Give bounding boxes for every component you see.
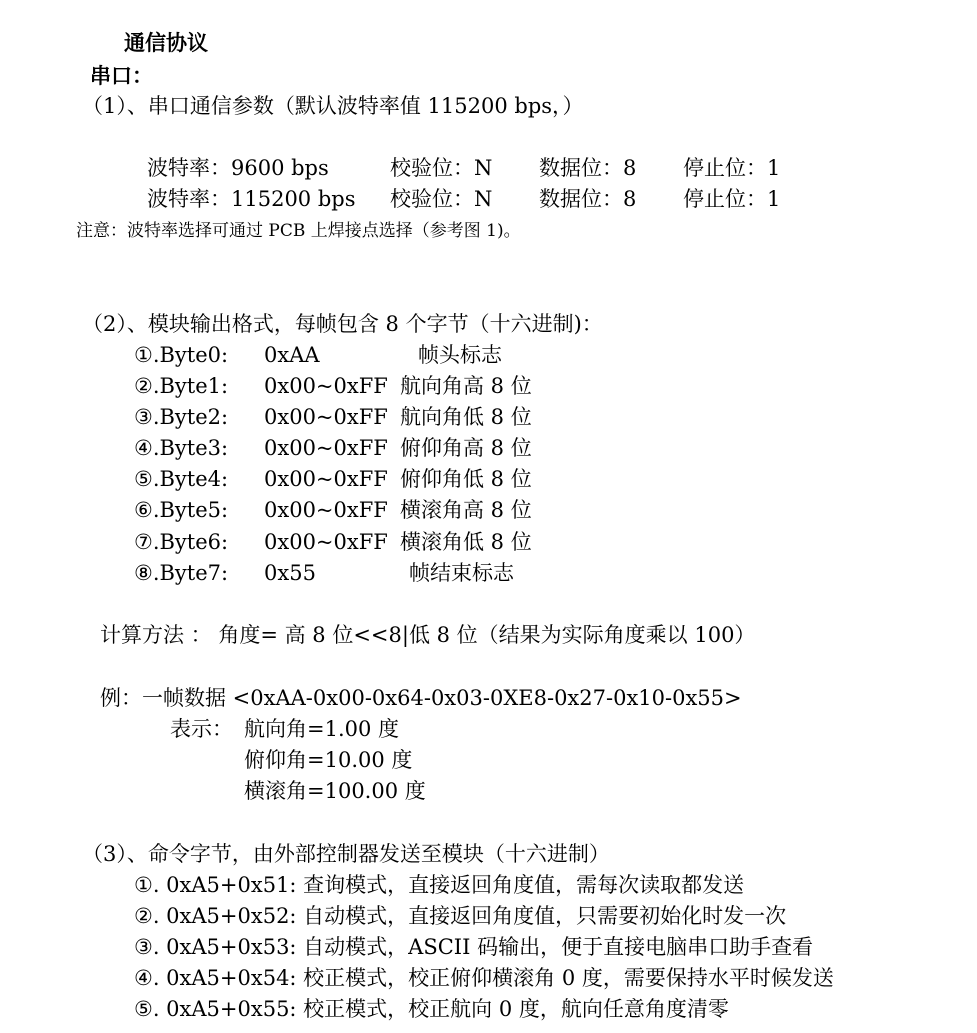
byte-value: 0x00~0xFF — [264, 405, 388, 429]
document-title: 通信协议 — [124, 31, 208, 55]
data-bits-2: 数据位：8 — [539, 187, 637, 211]
section1-heading: （1）、串口通信参数（默认波特率值 115200 bps，） — [82, 94, 584, 118]
byte-name: ②.Byte1: — [134, 374, 229, 398]
example-heading-result: 航向角=1.00 度 — [244, 717, 400, 741]
calc-method: 计算方法 ： 角度= 高 8 位<<8|低 8 位（结果为实际角度乘以 100） — [100, 623, 756, 647]
section3-heading: （3）、命令字节，由外部控制器发送至模块（十六进制） — [82, 842, 610, 866]
byte-desc: 帧头标志 — [418, 343, 502, 367]
command-item: ①. 0xA5+0x51: 查询模式，直接返回角度值，需每次读取都发送 — [134, 873, 745, 897]
example-label: 表示： — [170, 717, 233, 741]
command-item: ⑤. 0xA5+0x55: 校正模式，校正航向 0 度，航向任意角度清零 — [134, 997, 729, 1021]
byte-desc: 帧结束标志 — [409, 561, 514, 585]
command-item: ②. 0xA5+0x52: 自动模式，直接返回角度值，只需要初始化时发一次 — [134, 904, 787, 928]
byte-desc: 航向角高 8 位 — [400, 374, 532, 398]
byte-value: 0x00~0xFF — [264, 436, 388, 460]
byte-value: 0x00~0xFF — [264, 530, 388, 554]
byte-value: 0x00~0xFF — [264, 467, 388, 491]
example-frame: 例：一帧数据 <0xAA-0x00-0x64-0x03-0XE8-0x27-0x10-0x55> — [100, 686, 742, 710]
byte-name: ③.Byte2: — [134, 405, 229, 429]
data-bits-1: 数据位：8 — [539, 156, 637, 180]
command-item: ④. 0xA5+0x54: 校正模式，校正俯仰横滚角 0 度，需要保持水平时候发送 — [134, 966, 834, 990]
byte-value: 0x00~0xFF — [264, 498, 388, 522]
parity-2: 校验位：N — [390, 187, 493, 211]
serial-heading: 串口： — [90, 64, 153, 88]
byte-name: ⑦.Byte6: — [134, 530, 229, 554]
baud-rate-2: 波特率：115200 bps — [147, 187, 356, 211]
byte-name: ⑥.Byte5: — [134, 498, 229, 522]
byte-desc: 横滚角低 8 位 — [400, 530, 532, 554]
byte-value: 0xAA — [264, 343, 320, 367]
example-pitch-result: 俯仰角=10.00 度 — [244, 748, 413, 772]
parity-1: 校验位：N — [390, 156, 493, 180]
byte-value: 0x00~0xFF — [264, 374, 388, 398]
section2-heading: （2）、模块输出格式，每帧包含 8 个字节（十六进制)： — [82, 312, 603, 336]
command-item: ③. 0xA5+0x53: 自动模式，ASCII 码输出，便于直接电脑串口助手查看 — [134, 935, 814, 959]
byte-desc: 俯仰角低 8 位 — [400, 467, 532, 491]
stop-bits-2: 停止位：1 — [683, 187, 781, 211]
byte-name: ⑤.Byte4: — [134, 467, 229, 491]
baud-note: 注意：波特率选择可通过 PCB 上焊接点选择（参考图 1)。 — [76, 221, 521, 241]
byte-value: 0x55 — [264, 561, 316, 585]
byte-name: ①.Byte0: — [134, 343, 229, 367]
byte-desc: 航向角低 8 位 — [400, 405, 532, 429]
example-roll-result: 横滚角=100.00 度 — [244, 779, 426, 803]
byte-name: ⑧.Byte7: — [134, 561, 229, 585]
byte-name: ④.Byte3: — [134, 436, 229, 460]
byte-desc: 俯仰角高 8 位 — [400, 436, 532, 460]
stop-bits-1: 停止位：1 — [683, 156, 781, 180]
byte-desc: 横滚角高 8 位 — [400, 498, 532, 522]
baud-rate-1: 波特率：9600 bps — [147, 156, 329, 180]
